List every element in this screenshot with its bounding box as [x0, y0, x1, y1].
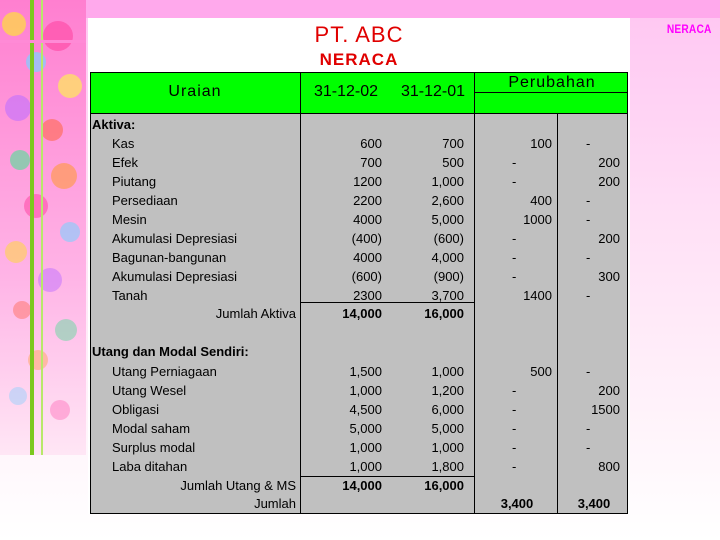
- value-2002: 2200: [353, 193, 382, 208]
- value-2001: 1,000: [431, 364, 464, 379]
- change-decrease: -: [586, 440, 591, 455]
- change-decrease: -: [586, 421, 591, 436]
- grid-line: [557, 114, 558, 514]
- value-2001: 1,200: [431, 383, 464, 398]
- value-2001: 1,000: [431, 440, 464, 455]
- grid-line: [627, 72, 628, 514]
- value-2001: 500: [442, 155, 464, 170]
- grid-line: [300, 72, 301, 514]
- row-label: Surplus modal: [112, 440, 196, 455]
- total-2001: 16,000: [424, 306, 464, 321]
- value-2001: 700: [442, 136, 464, 151]
- grid-line: [90, 513, 628, 514]
- value-2002: 700: [360, 155, 382, 170]
- grid-line: [90, 72, 91, 514]
- row-label: Obligasi: [112, 402, 159, 417]
- change-increase: -: [512, 269, 517, 284]
- value-2002: 1,500: [349, 364, 382, 379]
- value-2002: 4,500: [349, 402, 382, 417]
- row-label: Persediaan: [112, 193, 178, 208]
- change-increase: -: [512, 440, 517, 455]
- header-perubahan: Perubahan: [508, 74, 596, 91]
- row-label: Modal saham: [112, 421, 191, 436]
- grid-line: [474, 72, 475, 514]
- change-decrease: -: [586, 288, 591, 303]
- value-2001: 2,600: [431, 193, 464, 208]
- change-decrease: 200: [598, 383, 620, 398]
- value-2001: 6,000: [431, 402, 464, 417]
- value-2002: 2300: [353, 288, 382, 303]
- change-decrease: -: [586, 193, 591, 208]
- value-2002: 1,000: [349, 440, 382, 455]
- change-increase: 1000: [523, 212, 552, 227]
- row-label: Utang Wesel: [112, 383, 187, 398]
- value-2001: 5,000: [431, 421, 464, 436]
- value-2002: (400): [351, 231, 382, 246]
- value-2002: 4000: [353, 250, 382, 265]
- top-color-band: [0, 0, 720, 18]
- total-2002: 14,000: [342, 306, 382, 321]
- value-2002: 1200: [353, 174, 382, 189]
- change-decrease: 800: [598, 459, 620, 474]
- row-label: Mesin: [112, 212, 147, 227]
- value-2002: 4000: [353, 212, 382, 227]
- total-2002: 14,000: [342, 478, 382, 493]
- value-2002: 1,000: [349, 459, 382, 474]
- floral-decoration: [0, 0, 86, 455]
- change-decrease: -: [586, 364, 591, 379]
- value-2001: 4,000: [431, 250, 464, 265]
- row-label: Piutang: [112, 174, 157, 189]
- change-increase: -: [512, 250, 517, 265]
- value-2002: (600): [351, 269, 382, 284]
- change-increase: 1400: [523, 288, 552, 303]
- value-2001: (600): [433, 231, 464, 246]
- row-label: Kas: [112, 136, 135, 151]
- value-2001: (900): [433, 269, 464, 284]
- change-decrease: 200: [598, 174, 620, 189]
- grand-total-label: Jumlah: [254, 496, 296, 511]
- value-2002: 1,000: [349, 383, 382, 398]
- total-label: Jumlah Utang & MS: [180, 478, 296, 493]
- header-2001: 31-12-01: [400, 83, 466, 100]
- row-label: Utang Perniagaan: [112, 364, 217, 379]
- total-label: Jumlah Aktiva: [215, 306, 296, 321]
- change-increase: 100: [530, 136, 552, 151]
- change-decrease: 1500: [591, 402, 620, 417]
- row-label: Tanah: [112, 288, 148, 303]
- slide-title: NERACA: [667, 22, 712, 36]
- change-decrease: 200: [598, 155, 620, 170]
- change-increase: 500: [530, 364, 552, 379]
- section-label-liabilities: Utang dan Modal Sendiri:: [92, 344, 249, 359]
- change-decrease: -: [586, 250, 591, 265]
- value-2001: 5,000: [431, 212, 464, 227]
- grid-line: [90, 113, 628, 114]
- header-2002: 31-12-02: [313, 83, 379, 100]
- green-stripe: [41, 0, 43, 455]
- change-increase: -: [512, 383, 517, 398]
- sheet-title: NERACA: [319, 50, 399, 69]
- row-label: Bagunan-bangunan: [112, 250, 227, 265]
- section-label-aktiva: Aktiva:: [92, 117, 136, 132]
- row-label: Akumulasi Depresiasi: [112, 231, 237, 246]
- value-2002: 5,000: [349, 421, 382, 436]
- change-increase: -: [512, 231, 517, 246]
- value-2001: 3,700: [431, 288, 464, 303]
- change-increase: -: [512, 155, 517, 170]
- grid-line: [90, 72, 628, 73]
- grand-total-decrease: 3,400: [577, 496, 611, 511]
- green-stripe: [30, 0, 34, 455]
- header-uraian: Uraian: [168, 83, 222, 100]
- total-2001: 16,000: [424, 478, 464, 493]
- change-decrease: -: [586, 212, 591, 227]
- grid-line: [474, 92, 628, 93]
- change-increase: -: [512, 421, 517, 436]
- company-title: PT. ABC: [314, 22, 404, 47]
- balance-sheet-table: [90, 72, 628, 514]
- change-decrease: 300: [598, 269, 620, 284]
- value-2002: 600: [360, 136, 382, 151]
- change-increase: 400: [530, 193, 552, 208]
- green-stripe: [0, 40, 86, 43]
- value-2001: 1,000: [431, 174, 464, 189]
- value-2001: 1,800: [431, 459, 464, 474]
- change-increase: -: [512, 402, 517, 417]
- row-label: Efek: [112, 155, 139, 170]
- change-decrease: 200: [598, 231, 620, 246]
- change-increase: -: [512, 174, 517, 189]
- change-decrease: -: [586, 136, 591, 151]
- row-label: Akumulasi Depresiasi: [112, 269, 237, 284]
- row-label: Laba ditahan: [112, 459, 188, 474]
- change-increase: -: [512, 459, 517, 474]
- grand-total-increase: 3,400: [500, 496, 534, 511]
